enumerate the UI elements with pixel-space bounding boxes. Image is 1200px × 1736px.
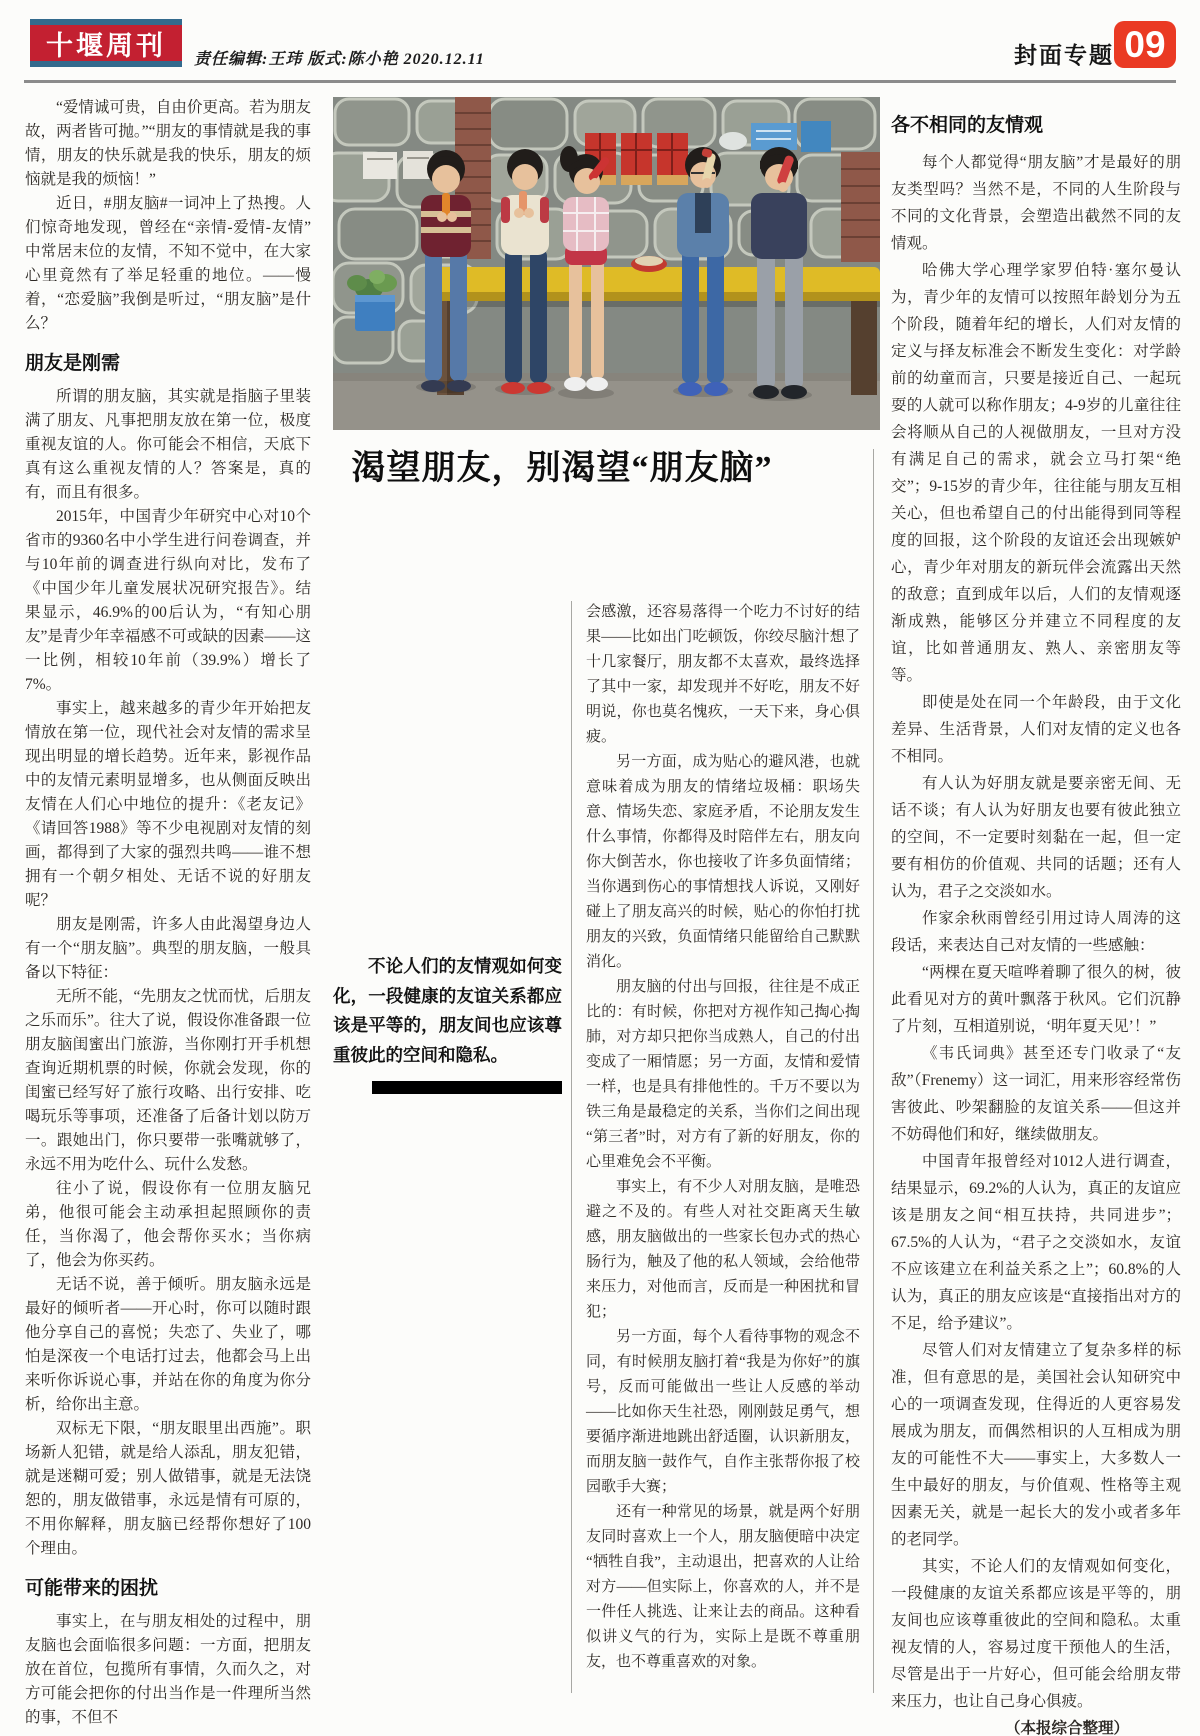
editor-info: 责任编辑:王玮 版式:陈小艳 2020.12.11 [194,51,485,68]
pull-quote-bar [372,1081,562,1094]
paragraph: 即使是处在同一个年龄段，由于文化差异、生活背景，人们对友情的定义也各不相同。 [891,694,1181,765]
paragraph: 往小了说，假设你有一位朋友脑兄弟，他很可能会主动承担起照顾你的责任，当你渴了，他会帮你买水；当你病了，他会为你买药。 [25,1180,311,1269]
column-divider-2 [873,449,874,1693]
paragraph: 事实上，越来越多的青少年开始把友情放在第一位，现代社会对友情的需求呈现出明显的增长趋势。近年来，影视作品中的友情元素明显增多，也从侧面反映出友情在人们心中地位的提升：《老友记》《请回答1988》等不少电视剧对友情的刻画，都得到了大家的强烈共鸣——谁不想拥有一个朝夕相处、无话不说的好朋友呢？ [25,700,311,909]
brick-corner [841,152,880,262]
pull-quote-text: 不论人们的友情观如何变化，一段健康的友谊关系都应该是平等的，朋友间也应该尊重彼此的空间和隐私。 [333,956,562,1065]
paragraph: 有人认为好朋友就是要亲密无间、无话不谈；有人认为好朋友也要有彼此独立的空间，不一定要时刻黏在一起，但一定要有相仿的价值观、共同的话题；还有人认为，君子之交淡如水。 [891,775,1181,900]
paragraph: 近日，#朋友脑#一词冲上了热搜。人们惊奇地发现，曾经在“亲情-爱情-友情”中常居末位的友情，不知不觉中，在大家心里竟然有了举足轻重的地位。——慢着，“恋爱脑”我倒是听过，“朋友脑”是什么？ [25,195,311,332]
middle-column [586,600,860,1675]
paragraph: 另一方面，每个人看待事物的观念不同，有时候朋友脑打着“我是为你好”的旗号，反而可能做出一些让人反感的举动——比如你天生社恐，刚刚鼓足勇气，想要循序渐进地跳出舒适圈，认识新朋友，而朋友脑一鼓作气，自作主张帮你报了校园歌手大赛； [586,1329,860,1495]
section-heading-different-views: 各不相同的友情观 [891,115,1044,136]
column-divider-1 [571,601,572,1693]
paragraph: 所谓的朋友脑，其实就是指脑子里装满了朋友、凡事把朋友放在第一位，极度重视友谊的人。你可能会不相信，天底下真有这么重视友情的人？答案是，真的有，而且有很多。 [25,388,311,501]
article-headline: 渴望朋友，别渴望“朋友脑” [351,450,773,487]
section-heading-friends-are-essential: 朋友是刚需 [25,353,121,374]
paragraph: 尽管人们对友情建立了复杂多样的标准，但有意思的是，美国社会认知研究中心的一项调查发现，住得近的人更容易发展成为朋友，而偶然相识的人互相成为朋友的可能性不大——事实上，大多数人一生中最好的朋友，与价值观、性格等主观因素无关，就是一起长大的发小或者多年的老同学。 [891,1342,1181,1548]
paragraph: 《韦氏词典》甚至还专门收录了“友敌”（Frenemy）这一词汇，用来形容经常伤害彼此、吵架翻脸的友谊关系——但这并不妨碍他们和好，继续做朋友。 [891,1045,1181,1143]
paragraph: 朋友脑的付出与回报，往往是不成正比的：有时候，你把对方视作知己掏心掏肺，对方却只把你当成熟人，自己的付出变成了一厢情愿；另一方面，友情和爱情一样，也是具有排他性的。千万不要以为铁三角是最稳定的关系，当你们之间出现“第三者”时，对方有了新的好朋友，你的心里难免会不平衡。 [586,979,860,1170]
paragraph: 作家余秋雨曾经引用过诗人周涛的这段话，来表达自己对友情的一些感触： [891,910,1181,954]
photo-children-on-bench [333,97,880,430]
paragraph: “两棵在夏天喧哗着聊了很久的树，彼此看见对方的黄叶飘落于秋风。它们沉静了片刻，互相道别说，‘明年夏天见’！” [891,964,1181,1035]
section-heading-possible-troubles: 可能带来的困扰 [25,1578,159,1599]
page-number-badge: 09 [1114,21,1176,68]
right-column [891,112,1181,1736]
paragraph: 无所不能，“先朋友之忧而忧，后朋友之乐而乐”。往大了说，假设你准备跟一位朋友脑闺蜜出门旅游，当你刚打开手机想查询近期机票的时候，你就会发现，你的闺蜜已经写好了旅行攻略、出行安排、吃喝玩乐等事项，还准备了后备计划以防万一。跟她出门，你只要带一张嘴就够了，永远不用为吃什么、玩什么发愁。 [25,988,311,1173]
section-title: 封面专题 [1014,42,1114,68]
paragraph: 事实上，有不少人对朋友脑，是唯恐避之不及的。有些人对社交距离天生敏感，朋友脑做出的一些家长包办式的热心肠行为，触及了他的私人领域，会给他带来压力，对他而言，反而是一种困扰和冒犯； [586,1179,860,1320]
basket [631,256,667,272]
paragraph: 无话不说，善于倾听。朋友脑永远是最好的倾听者——开心时，你可以随时跟他分享自己的喜悦；失恋了、失业了，哪怕是深夜一个电话打过去，他都会马上出来听你诉说心事，并站在你的角度为你分析，给你出主意。 [25,1276,311,1413]
paragraph: 其实，不论人们的友情观如何变化，一段健康的友谊关系都应该是平等的，朋友间也应该尊重彼此的空间和隐私。太重视友情的人，容易过度干预他人的生活，尽管是出于一片好心，但可能会给朋友带来压力，也让自己身心俱疲。 [891,1558,1181,1710]
paragraph: 每个人都觉得“朋友脑”才是最好的朋友类型吗？当然不是，不同的人生阶段与不同的文化背景，会塑造出截然不同的友情观。 [891,154,1181,252]
paragraph: “爱情诚可贵，自由价更高。若为朋友故，两者皆可抛。”“朋友的事情就是我的事情，朋友的快乐就是我的快乐，朋友的烦恼就是我的烦恼！” [25,99,311,188]
paragraph: 还有一种常见的场景，就是两个好朋友同时喜欢上一个人，朋友脑便暗中决定“牺牲自我”，主动退出，把喜欢的人让给对方——但实际上，你喜欢的人，并不是一件任人挑选、让来让去的商品。这种看似讲义气的行为，实际上是既不尊重朋友，也不尊重喜欢的对象。 [586,1504,860,1670]
paragraph: 哈佛大学心理学家罗伯特·塞尔曼认为，青少年的友情可以按照年龄划分为五个阶段，随着年纪的增长，人们对友情的定义与择友标准会不断发生变化：对学龄前的幼童而言，只要是接近自己、一起玩耍的人就可以称作朋友；4-9岁的儿童往往会将顺从自己的人视做朋友，一旦对方没有满足自己的需求，就会立马打架“绝交”；9-15岁的青少年，往往能与朋友互相关心，但也希望自己的付出能得到同等程度的回报，这个阶段的友谊还会出现嫉妒心，青少年对朋友的新玩伴会流露出天然的敌意；直到成年以后，人们的友情观逐渐成熟，能够区分并建立不同程度的友谊，比如普通朋友、熟人、亲密朋友等等。 [891,262,1181,684]
pull-quote [333,952,562,1094]
paragraph: 会感激，还容易落得一个吃力不讨好的结果——比如出门吃顿饭，你绞尽脑汁想了十几家餐厅，朋友都不太喜欢，最终选择了其中一家，却发现并不好吃，朋友不好明说，你也莫名愧疚，一天下来，身心俱疲。 [586,604,860,745]
paragraph: 另一方面，成为贴心的避风港，也就意味着成为朋友的情绪垃圾桶：职场失意、情场失恋、家庭矛盾，不论朋友发生什么事情，你都得及时陪伴左右，朋友向你大倒苦水，你也接收了许多负面情绪；当你遇到伤心的事情想找人诉说，又刚好碰上了朋友高兴的时候，贴心的你怕打扰朋友的兴致，负面情绪只能留给自己默默消化。 [586,754,860,970]
paragraph: 中国青年报曾经对1012人进行调查，结果显示，69.2%的人认为，真正的友谊应该是朋友之间“相互扶持，共同进步”；67.5%的人认为，“君子之交淡如水，友谊不应该建立在利益关系之上”；60.8%的人认为，真正的朋友应该是“直接指出对方的不足，给予建议”。 [891,1153,1181,1332]
byline: （本报综合整理） [1004,1720,1129,1736]
paragraph: 2015年，中国青少年研究中心对10个省市的9360名中小学生进行问卷调查，并与10年前的调查进行纵向对比，发布了《中国少年儿童发展状况研究报告》。结果显示，46.9%的00后认为，“有知心朋友”是青少年幸福感不可或缺的因素——这一比例，相较10年前（39.9%）增长了7%。 [25,508,311,693]
paragraph: 双标无下限，“朋友眼里出西施”。职场新人犯错，就是给人添乱，朋友犯错，就是迷糊可爱；别人做错事，就是无法饶恕的，朋友做错事，永远是情有可原的，不用你解释，朋友脑已经帮你想好了100个理由。 [25,1420,311,1557]
masthead-title: 十堰周刊 [30,25,182,61]
header-divider [24,80,1176,83]
paragraph: 朋友是刚需，许多人由此渴望身边人有一个“朋友脑”。典型的朋友脑，一般具备以下特征： [25,916,311,981]
left-column [25,96,311,1730]
masthead-logo [30,19,182,67]
paragraph: 事实上，在与朋友相处的过程中，朋友脑也会面临很多问题：一方面，把朋友放在首位，包揽所有事情，久而久之，对方可能会把你的付出当作是一件理所当然的事，不但不 [25,1613,311,1726]
